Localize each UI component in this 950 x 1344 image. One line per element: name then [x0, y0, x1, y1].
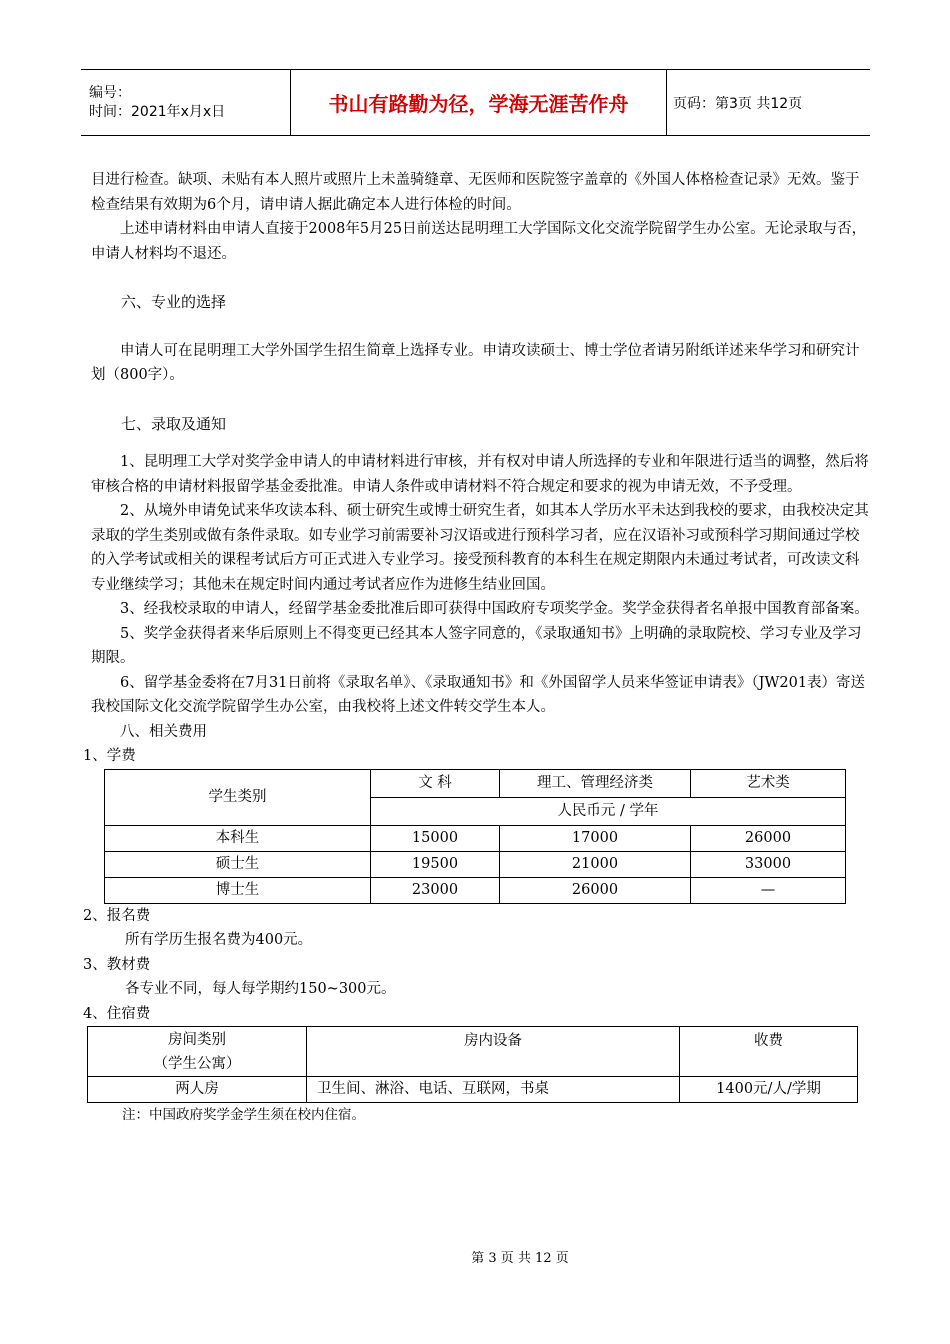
subsection-heading: 3、教材费 — [83, 956, 151, 973]
table-cell: 17000 — [500, 825, 691, 851]
table-cell: 两人房 — [88, 1077, 307, 1103]
header-date: 时间：2021年x月x日 — [89, 103, 226, 120]
table-cell: 21000 — [500, 851, 691, 877]
table-row — [105, 877, 846, 903]
table-header: 艺术类 — [691, 769, 846, 797]
footnote: 注：中国政府奖学金学生须在校内住宿。 — [122, 1106, 365, 1123]
table-cell: 26000 — [500, 877, 691, 903]
table-row — [105, 851, 846, 877]
subsection-heading: 1、学费 — [83, 748, 136, 764]
table-header: 文 科 — [371, 769, 500, 797]
list-item: 2、从境外申请免试来华攻读本科、硕士研究生或博士研究生者，如其本人学历水平未达到我校的要求，由我校决定其录取的学生类别或做有条件录取。如专业学习前需要补习汉语或进行预科学习者，应在汉语补习或预科学习期间通过学校的入学考试或相关的课程考试后方可正式进入专业学习。接受预科教育的本科生在规定期限内未通过考试者，可改读文科专业继续学习；其他未在规定时间内通过考试者应作为进修生结业回国。 — [91, 503, 869, 593]
paragraph: 各专业不同，每人每学期约150~300元。 — [125, 981, 396, 997]
table-header-sub: （学生公寓） — [153, 1055, 241, 1072]
header-page-number: 页码：第3页 共12页 — [673, 95, 803, 112]
table-header — [88, 1027, 307, 1077]
section-heading: 八、相关费用 — [120, 723, 207, 740]
table-header: 理工、管理经济类 — [500, 769, 691, 797]
table-cell: 本科生 — [105, 825, 371, 851]
table-header: 房内设备 — [307, 1027, 680, 1077]
table-header: 学生类别 — [105, 769, 371, 825]
header-number: 编号： — [89, 84, 131, 101]
table-cell: 23000 — [371, 877, 500, 903]
paragraph: 申请人可在昆明理工大学外国学生招生简章上选择专业。申请攻读硕士、博士学位者请另附纸详述来华学习和研究计划（800字）。 — [91, 342, 860, 383]
table-cell: 卫生间、淋浴、电话、互联网，书桌 — [307, 1077, 680, 1103]
page-header — [81, 69, 870, 136]
header-motto: 书山有路勤为径，学海无涯苦作舟 — [291, 70, 667, 136]
section-heading: 七、录取及通知 — [121, 414, 227, 433]
subsection-heading: 4、住宿费 — [83, 1005, 151, 1022]
footer-page-number: 第 3 页 共 12 页 — [471, 1251, 569, 1266]
table-cell: 26000 — [691, 825, 846, 851]
section-heading: 六、专业的选择 — [121, 293, 227, 311]
paragraph: 目进行检查。缺项、未贴有本人照片或照片上未盖骑缝章、无医师和医院签字盖章的《外国人体格检查记录》无效。鉴于检查结果有效期为6个月，请申请人据此确定本人进行体检的时间。 — [91, 172, 860, 213]
header-meta — [81, 70, 291, 136]
table-row — [88, 1077, 858, 1103]
table-cell: 33000 — [691, 851, 846, 877]
table-header-label: 房间类别 — [168, 1031, 226, 1048]
table-unit: 人民币元 / 学年 — [371, 797, 846, 825]
table-header: 收费 — [680, 1027, 858, 1077]
subsection-heading: 2、报名费 — [83, 907, 151, 924]
list-item: 6、留学基金委将在7月31日前将《录取名单》、《录取通知书》和《外国留学人员来华签证申请表》（JW201表）寄送我校国际文化交流学院留学生办公室，由我校将上述文件转交学生本人。 — [91, 674, 866, 715]
table-row — [105, 825, 846, 851]
table-cell: 博士生 — [105, 877, 371, 903]
paragraph: 所有学历生报名费为400元。 — [125, 932, 313, 948]
list-item: 3、经我校录取的申请人，经留学基金委批准后即可获得中国政府专项奖学金。奖学金获得者名单报中国教育部备案。 — [120, 601, 869, 617]
table-cell: 15000 — [371, 825, 500, 851]
table-cell: — — [691, 877, 846, 903]
page-footer — [0, 1247, 950, 1266]
tuition-table — [104, 769, 846, 904]
table-cell: 硕士生 — [105, 851, 371, 877]
housing-table — [87, 1026, 858, 1103]
list-item: 5、奖学金获得者来华后原则上不得变更已经其本人签字同意的，《录取通知书》上明确的录取院校、学习专业及学习期限。 — [91, 625, 862, 666]
paragraph: 上述申请材料由申请人直接于2008年5月25日前送达昆明理工大学国际文化交流学院留学生办公室。无论录取与否，申请人材料均不退还。 — [91, 221, 867, 262]
table-cell: 1400元/人/学期 — [680, 1077, 858, 1103]
table-cell: 19500 — [371, 851, 500, 877]
list-item: 1、昆明理工大学对奖学金申请人的申请材料进行审核，并有权对申请人所选择的专业和年限进行适当的调整，然后将审核合格的申请材料报留学基金委批准。申请人条件或申请材料不符合规定和要求的视为申请无效，不予受理。 — [91, 454, 869, 495]
document-body — [83, 168, 871, 1127]
